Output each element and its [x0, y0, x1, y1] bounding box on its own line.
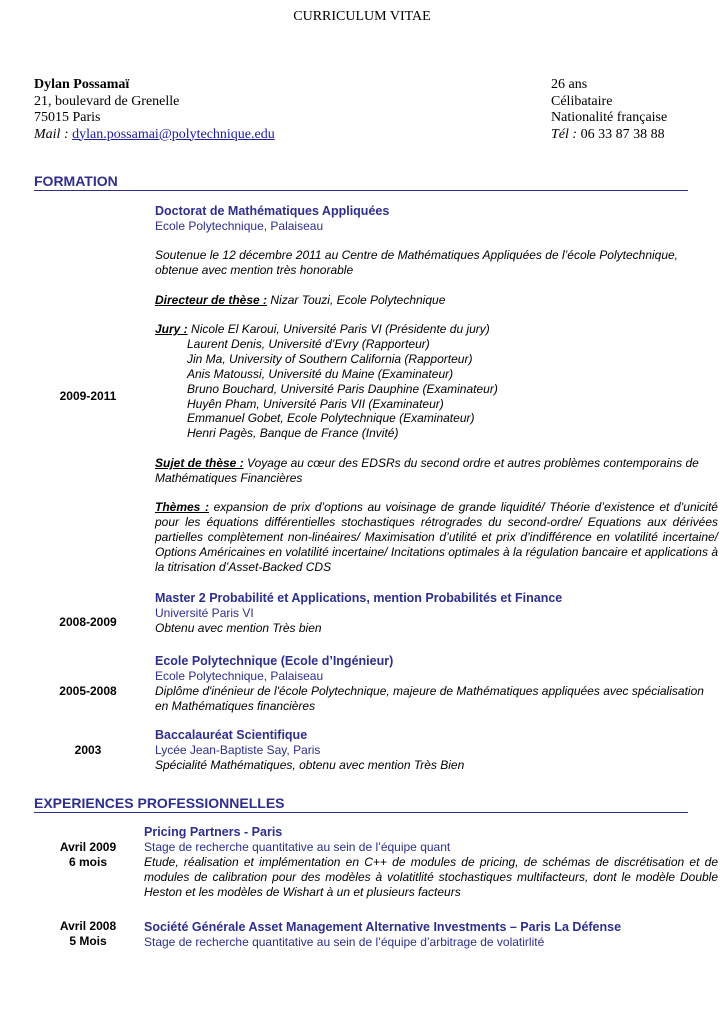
polytechnique-title: Ecole Polytechnique (Ecole d’Ingénieur) [155, 654, 394, 668]
polytechnique-year: 2005-2008 [59, 684, 117, 698]
pricing-role: Stage de recherche quantitative au sein de l’équipe quant [144, 839, 451, 854]
street-address: 21, boulevard de Grenelle [34, 93, 180, 109]
subject-value: Voyage au cœur des EDSRs du second ordre et autres problèmes contemporains de Mathématiques Financières [155, 455, 699, 485]
nationality: Nationalité française [551, 110, 668, 125]
pricing-duration: 6 mois [68, 855, 107, 869]
sg-title: Société Générale Asset Management Alternative Investments – Paris La Défense [144, 920, 622, 934]
polytechnique-note: Diplôme d'inénieur de l'école Polytechnique, majeure de Mathématiques appliquées avec spécialisation en Mathématiques financières [155, 683, 704, 713]
bac-block [155, 728, 718, 773]
jury-label: Jury : [155, 322, 188, 337]
doctorat-block [155, 204, 718, 575]
director-value: Nizar Touzi, Ecole Polytechnique [267, 292, 446, 307]
jury-member: Bruno Bouchard, Université Paris Dauphine (Examinateur) [187, 381, 498, 396]
master-school: Université Paris VI [155, 605, 254, 620]
age: 26 ans [551, 77, 588, 92]
marital-status: Célibataire [551, 93, 613, 109]
jury-member: Emmanuel Gobet, Ecole Polytechnique (Examinateur) [187, 411, 475, 426]
city-address: 75015 Paris [34, 110, 101, 125]
jury-member: Anis Matoussi, Université du Maine (Examinateur) [187, 366, 454, 381]
bac-title: Baccalauréat Scientifique [155, 728, 308, 742]
experience-heading: EXPERIENCES PROFESSIONNELLES [34, 795, 688, 813]
subject-label: Sujet de thèse : [155, 455, 244, 470]
pricing-dates [33, 840, 143, 870]
polytechnique-block [155, 654, 718, 714]
doctorat-title: Doctorat de Mathématiques Appliquées [155, 204, 390, 218]
sg-block [144, 920, 718, 950]
bac-note: Spécialité Mathématiques, obtenu avec mention Très Bien [155, 757, 465, 772]
sg-role: Stage de recherche quantitative au sein de l’équipe d’arbitrage de volatirlité [144, 934, 545, 949]
doctorat-year: 2009-2011 [59, 389, 117, 403]
identity-right [551, 77, 667, 143]
master-title: Master 2 Probabilité et Applications, mention Probabilités et Finance [155, 591, 563, 605]
mail-label: Mail : [34, 126, 69, 142]
master-note: Obtenu avec mention Très bien [155, 620, 322, 635]
master-block [155, 591, 718, 636]
jury-member: Henri Pagès, Banque de France (Invité) [187, 426, 399, 441]
jury-member: Laurent Denis, Université d’Evry (Rapporteur) [187, 336, 430, 351]
document-title: CURRICULUM VITAE [293, 9, 431, 24]
pricing-block [144, 825, 718, 900]
doctorat-defense: Soutenue le 12 décembre 2011 au Centre de Mathématiques Appliquées de l’école Polytechnique, obtenue avec mention très honorable [155, 248, 679, 278]
master-year: 2008-2009 [59, 615, 117, 629]
tel-label: Tél : [551, 126, 578, 142]
bac-school: Lycée Jean-Baptiste Say, Paris [155, 742, 321, 757]
bac-year: 2003 [74, 743, 102, 757]
formation-heading: FORMATION [34, 173, 688, 191]
jury-member: Huyên Pham, Université Paris VII (Examinateur) [187, 396, 444, 411]
sg-date: Avril 2008 [59, 919, 117, 933]
full-name: Dylan Possamaï [34, 77, 130, 92]
jury-member: Jin Ma, University of Southern California (Rapporteur) [187, 351, 473, 366]
doctorat-school: Ecole Polytechnique, Palaiseau [155, 218, 324, 233]
themes-value: expansion de prix d’options au voisinage de grande liquidité/ Théorie d’existence et d’unicité pour les équations différentielles stochastiques rétrogrades du second-ordre/ Equations aux dérivées partielles complètement non-linéaires/ Maximisation d’utilité et prix d’indifférence en volatilité incertaine/ Options Américaines en volatilité incertaine/ Incitations optimales à la régulation bancaire et applications à la titrisation d’Asset-Backed CDS [155, 500, 718, 574]
pricing-desc: Etude, réalisation et implémentation en C++ de modules de pricing, de schémas de discrétisation et de modules de calibration pour des modèles à volatitlité stochastiques multifacteurs, dont le modèle Double Heston et les modèles de Wishart à un et plusieurs facteurs [144, 854, 718, 899]
sg-dates [33, 919, 143, 949]
director-label: Directeur de thèse : [155, 292, 268, 307]
themes-label: Thèmes : [155, 500, 209, 515]
pricing-date: Avril 2009 [59, 840, 117, 854]
identity-left [34, 77, 275, 143]
sg-duration: 5 Mois [69, 934, 107, 948]
pricing-title: Pricing Partners - Paris [144, 825, 283, 839]
email-link[interactable]: dylan.possamai@polytechnique.edu [72, 126, 275, 142]
jury-member: Nicole El Karoui, Université Paris VI (Présidente du jury) [187, 322, 490, 337]
polytechnique-school: Ecole Polytechnique, Palaiseau [155, 668, 324, 683]
telephone: 06 33 87 38 88 [580, 126, 665, 142]
